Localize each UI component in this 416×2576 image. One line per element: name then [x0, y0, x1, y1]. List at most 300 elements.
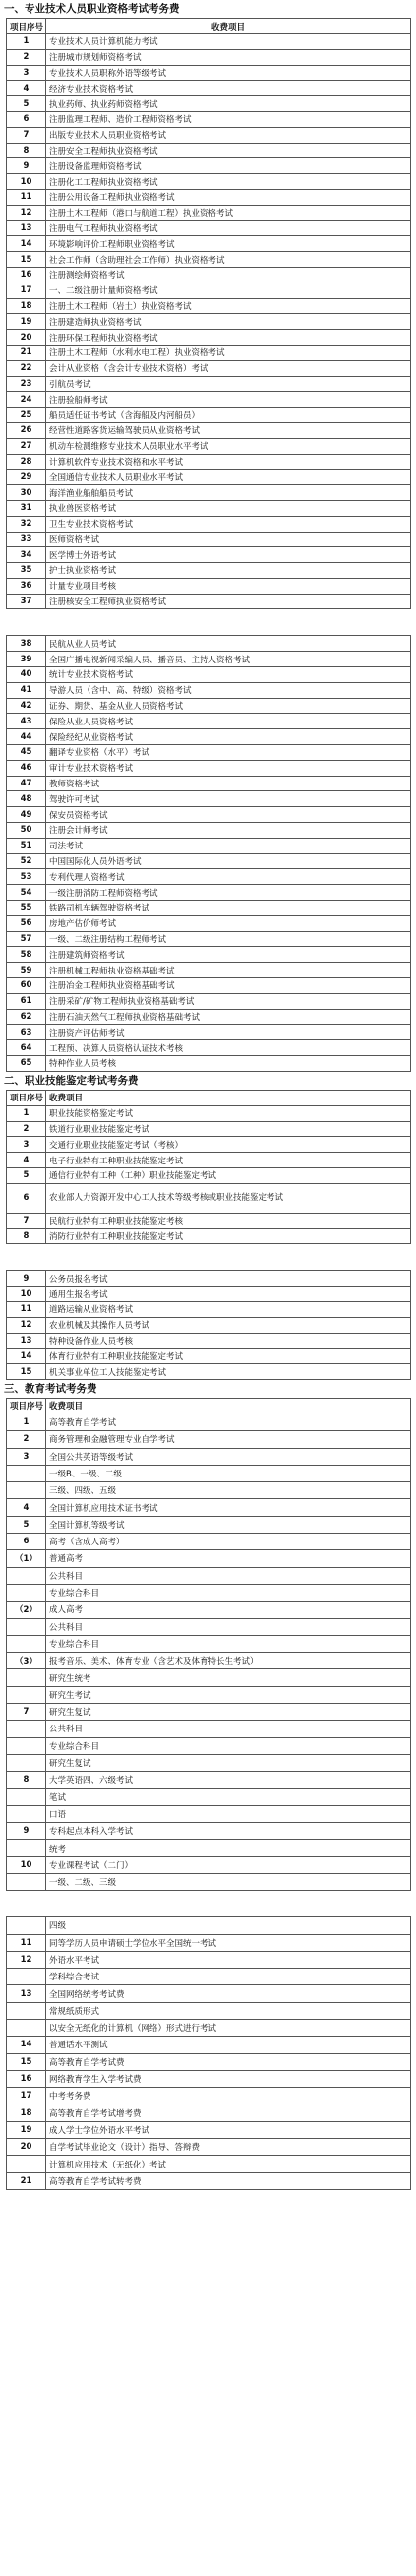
item-name: 民航从业人员考试 — [46, 636, 411, 652]
table-row — [7, 1183, 411, 1213]
item-name: 成人学士学位外语水平考试 — [46, 2121, 411, 2138]
section-title: 一、专业技术人员职业资格考试考务费 — [4, 3, 180, 15]
item-number: 35 — [7, 563, 46, 579]
table-row — [7, 1550, 411, 1567]
item-name: 专业课程考试（二门） — [46, 1856, 411, 1873]
item-number: 13 — [7, 1333, 46, 1349]
item-number: 61 — [7, 993, 46, 1009]
item-number: 5 — [7, 1167, 46, 1183]
table-row — [7, 1772, 411, 1789]
table-row — [7, 915, 411, 931]
item-number: 55 — [7, 901, 46, 916]
item-name: 注册机械工程师执业资格基础考试 — [46, 963, 411, 978]
table-row — [7, 408, 411, 423]
item-number — [7, 1567, 46, 1584]
item-name: 常规纸质形式 — [46, 2002, 411, 2019]
item-number: 4 — [7, 1499, 46, 1516]
item-name: 卫生专业技术资格考试 — [46, 516, 411, 532]
table-row — [7, 1271, 411, 1287]
item-name: 社会工作师（含助理社会工作师）执业资格考试 — [46, 252, 411, 268]
item-name: 教师资格考试 — [46, 776, 411, 791]
item-name: 环境影响评价工程师职业资格考试 — [46, 236, 411, 252]
item-number: 34 — [7, 547, 46, 563]
item-name: 注册建造师执业资格考试 — [46, 314, 411, 330]
item-number: 47 — [7, 776, 46, 791]
item-name: 工程预、决算人员资格认证技术考核 — [46, 1040, 411, 1056]
table-row — [7, 729, 411, 745]
table-row — [7, 1228, 411, 1244]
item-number: 12 — [7, 1317, 46, 1333]
item-number: 7 — [7, 1704, 46, 1721]
item-number: 30 — [7, 485, 46, 501]
table-row — [7, 174, 411, 190]
table-row — [7, 947, 411, 963]
item-name: 研究生考试 — [46, 1686, 411, 1703]
item-number: 22 — [7, 360, 46, 376]
item-name: 船员适任证书考试（含海船及内河船员） — [46, 408, 411, 423]
item-number: 56 — [7, 915, 46, 931]
item-number: 14 — [7, 1349, 46, 1364]
item-name: 证券、期货、基金从业人员资格考试 — [46, 698, 411, 714]
item-name: 全国计算机等级考试 — [46, 1516, 411, 1533]
item-number: 9 — [7, 1271, 46, 1287]
item-name: 体育行业特有工种职业技能鉴定考试 — [46, 1349, 411, 1364]
table-row — [7, 2172, 411, 2189]
item-number — [7, 1686, 46, 1703]
table-row — [7, 1985, 411, 2002]
item-name: 铁路司机车辆驾驶资格考试 — [46, 901, 411, 916]
fee-table — [6, 1090, 411, 1245]
table-row — [7, 1137, 411, 1153]
table-row — [7, 1213, 411, 1228]
item-number: 8 — [7, 1228, 46, 1244]
item-name: 研究生复试 — [46, 1754, 411, 1771]
table-row — [7, 1917, 411, 1934]
item-number: 63 — [7, 1025, 46, 1040]
item-number: 46 — [7, 760, 46, 776]
item-number: 62 — [7, 1009, 46, 1025]
item-number: 10 — [7, 1856, 46, 1873]
item-name: 经营性道路客货运输驾驶员从业资格考试 — [46, 422, 411, 438]
item-name: 成人高考 — [46, 1602, 411, 1618]
item-number: 12 — [7, 205, 46, 220]
item-name: 统计专业技术资格考试 — [46, 667, 411, 683]
fee-table — [6, 18, 411, 609]
table-row — [7, 1167, 411, 1183]
table-row — [7, 158, 411, 174]
item-number: 29 — [7, 470, 46, 485]
item-name: 商务管理和金融管理专业自学考试 — [46, 1431, 411, 1448]
item-name: 公共科目 — [46, 1618, 411, 1635]
item-name: 会计从业资格（含会计专业技术资格）考试 — [46, 360, 411, 376]
table-header-row — [7, 19, 411, 34]
item-name: 专业技术人员职称外语等级考试 — [46, 65, 411, 81]
table-row — [7, 1301, 411, 1317]
table-row — [7, 652, 411, 667]
item-name: 翻译专业资格（水平）考试 — [46, 745, 411, 761]
item-name: 引航员考试 — [46, 376, 411, 392]
item-number: 58 — [7, 947, 46, 963]
table-row — [7, 807, 411, 823]
group-spacer — [0, 609, 416, 635]
item-name: 护士执业资格考试 — [46, 563, 411, 579]
item-name: 专业综合科目 — [46, 1635, 411, 1652]
item-number: （1） — [7, 1550, 46, 1567]
table-row — [7, 1414, 411, 1430]
table-row — [7, 438, 411, 454]
item-number: 38 — [7, 636, 46, 652]
table-row — [7, 1287, 411, 1302]
table-row — [7, 205, 411, 220]
item-number — [7, 1805, 46, 1822]
item-name: 外语水平考试 — [46, 1951, 411, 1968]
item-number — [7, 2002, 46, 2019]
table-row — [7, 776, 411, 791]
item-name: 执业兽医资格考试 — [46, 500, 411, 516]
item-name: 专利代理人资格考试 — [46, 869, 411, 885]
item-number: 23 — [7, 376, 46, 392]
item-number: 6 — [7, 1183, 46, 1213]
table-row — [7, 1121, 411, 1137]
item-number: 17 — [7, 283, 46, 298]
table-row — [7, 682, 411, 698]
item-name: 计量专业项目考核 — [46, 578, 411, 594]
item-name: 高等教育自学考试 — [46, 1414, 411, 1430]
item-name: 高考（含成人高考） — [46, 1534, 411, 1550]
table-row — [7, 2121, 411, 2138]
table-row — [7, 96, 411, 112]
table-row — [7, 760, 411, 776]
table-row — [7, 1856, 411, 1873]
item-name: 研究生统考 — [46, 1669, 411, 1686]
item-name: 机关事业单位工人技能鉴定考试 — [46, 1364, 411, 1380]
table-row — [7, 1040, 411, 1056]
item-number: 2 — [7, 49, 46, 65]
item-name: 保安员资格考试 — [46, 807, 411, 823]
table-row — [7, 901, 411, 916]
item-number: 37 — [7, 594, 46, 609]
item-number: 13 — [7, 220, 46, 236]
header-name: 收费项目 — [46, 1398, 411, 1414]
item-number: 8 — [7, 143, 46, 158]
item-number — [7, 1840, 46, 1856]
table-row — [7, 1618, 411, 1635]
item-number: 2 — [7, 1121, 46, 1137]
table-row — [7, 1686, 411, 1703]
table-row — [7, 65, 411, 81]
header-index: 项目序号 — [7, 1398, 46, 1414]
item-number — [7, 1789, 46, 1805]
item-name: 注册环保工程师执业资格考试 — [46, 330, 411, 346]
item-name: 特种作业人员考核 — [46, 1056, 411, 1072]
item-name: 注册测绘师资格考试 — [46, 267, 411, 283]
item-name: 注册公用设备工程师执业资格考试 — [46, 189, 411, 205]
item-name: 公共科目 — [46, 1567, 411, 1584]
item-number — [7, 1754, 46, 1771]
item-name: 笔试 — [46, 1789, 411, 1805]
item-number: 40 — [7, 667, 46, 683]
item-name: 房地产估价师考试 — [46, 915, 411, 931]
item-name: 通用生报名考试 — [46, 1287, 411, 1302]
table-row — [7, 1516, 411, 1533]
item-number: 3 — [7, 65, 46, 81]
item-number: 9 — [7, 1823, 46, 1840]
item-number — [7, 1465, 46, 1481]
item-name: 消防行业特有工种职业技能鉴定考试 — [46, 1228, 411, 1244]
table-row — [7, 143, 411, 158]
table-row — [7, 1653, 411, 1669]
item-name: 计算机软件专业技术资格和水平考试 — [46, 454, 411, 470]
table-row — [7, 220, 411, 236]
fee-table — [6, 635, 411, 1071]
table-row — [7, 636, 411, 652]
item-number: 44 — [7, 729, 46, 745]
item-number: 60 — [7, 978, 46, 994]
table-row — [7, 1534, 411, 1550]
item-name: 通信行业特有工种（工种）职业技能鉴定考试 — [46, 1167, 411, 1183]
table-row — [7, 34, 411, 50]
table-row — [7, 1333, 411, 1349]
item-number: 36 — [7, 578, 46, 594]
item-name: 民航行业特有工种职业技能鉴定考核 — [46, 1213, 411, 1228]
item-name: 注册资产评估师考试 — [46, 1025, 411, 1040]
table-row — [7, 1823, 411, 1840]
item-number: 24 — [7, 392, 46, 408]
item-number — [7, 2156, 46, 2172]
item-name: 四级 — [46, 1917, 411, 1934]
table-row — [7, 1602, 411, 1618]
table-row — [7, 1969, 411, 1985]
item-name: 一、二级注册计量师资格考试 — [46, 283, 411, 298]
item-number: 12 — [7, 1951, 46, 1968]
table-row — [7, 392, 411, 408]
item-number: 50 — [7, 823, 46, 839]
item-name: 审计专业技术资格考试 — [46, 760, 411, 776]
item-number — [7, 1721, 46, 1737]
table-row — [7, 422, 411, 438]
item-number: 15 — [7, 1364, 46, 1380]
item-number — [7, 1969, 46, 1985]
table-row — [7, 869, 411, 885]
item-name: 出版专业技术人员职业资格考试 — [46, 127, 411, 143]
item-name: 一级B、一级、二级 — [46, 1465, 411, 1481]
group-spacer — [0, 1891, 416, 1916]
header-name: 收费项目 — [46, 19, 411, 34]
item-number: 19 — [7, 314, 46, 330]
item-number: 11 — [7, 189, 46, 205]
item-name: 三级、四级、五级 — [46, 1482, 411, 1499]
item-number: 10 — [7, 174, 46, 190]
item-number: 42 — [7, 698, 46, 714]
item-number: 28 — [7, 454, 46, 470]
table-row — [7, 1635, 411, 1652]
table-row — [7, 252, 411, 268]
table-row — [7, 1317, 411, 1333]
table-row — [7, 298, 411, 314]
item-name: 注册化工工程师执业资格考试 — [46, 174, 411, 190]
item-name: 全国广播电视新闻采编人员、播音员、主持人资格考试 — [46, 652, 411, 667]
item-number — [7, 1669, 46, 1686]
item-number: 6 — [7, 1534, 46, 1550]
table-row — [7, 714, 411, 729]
item-number: 32 — [7, 516, 46, 532]
item-number: 20 — [7, 2139, 46, 2156]
item-number: 14 — [7, 236, 46, 252]
item-name: 道路运输从业资格考试 — [46, 1301, 411, 1317]
item-name: 注册建筑师资格考试 — [46, 947, 411, 963]
section-title: 二、职业技能鉴定考试考务费 — [4, 1074, 139, 1087]
table-row — [7, 578, 411, 594]
table-row — [7, 330, 411, 346]
table-row — [7, 1805, 411, 1822]
table-row — [7, 1349, 411, 1364]
item-name: 专业综合科目 — [46, 1584, 411, 1601]
table-row — [7, 127, 411, 143]
table-row — [7, 267, 411, 283]
table-row — [7, 1669, 411, 1686]
table-row — [7, 1737, 411, 1754]
fee-table — [6, 1270, 411, 1380]
table-row — [7, 2053, 411, 2070]
item-name: 特种设备作业人员考核 — [46, 1333, 411, 1349]
table-row — [7, 1789, 411, 1805]
item-name: 交通行业职业技能鉴定考试（考核） — [46, 1137, 411, 1153]
item-name: 高等教育自学考试增考费 — [46, 2105, 411, 2121]
item-number: 11 — [7, 1301, 46, 1317]
item-number: 16 — [7, 267, 46, 283]
item-name: 一级、二级注册结构工程师考试 — [46, 931, 411, 947]
table-row — [7, 1567, 411, 1584]
table-row — [7, 2037, 411, 2053]
item-name: 保险经纪从业资格考试 — [46, 729, 411, 745]
item-name: 同等学历人员申请硕士学位水平全国统一考试 — [46, 1934, 411, 1951]
item-name: 导游人员（含中、高、特级）资格考试 — [46, 682, 411, 698]
item-number: 20 — [7, 330, 46, 346]
table-row — [7, 1721, 411, 1737]
item-name: 口语 — [46, 1805, 411, 1822]
item-name: 以安全无纸化的计算机（网络）形式进行考试 — [46, 2020, 411, 2037]
item-name: 专业综合科目 — [46, 1737, 411, 1754]
item-number — [7, 1482, 46, 1499]
table-row — [7, 745, 411, 761]
item-name: 注册验船师考试 — [46, 392, 411, 408]
item-number: 11 — [7, 1934, 46, 1951]
item-name: 电子行业特有工种职业技能鉴定考试 — [46, 1153, 411, 1168]
item-name: 海洋渔业船舶船员考试 — [46, 485, 411, 501]
item-number: 54 — [7, 885, 46, 901]
item-number: 18 — [7, 298, 46, 314]
item-number — [7, 1584, 46, 1601]
item-name: 职业技能资格鉴定考试 — [46, 1105, 411, 1121]
item-name: 司法考试 — [46, 838, 411, 853]
item-name: 注册设备监理师资格考试 — [46, 158, 411, 174]
item-number: 21 — [7, 345, 46, 360]
item-number — [7, 1873, 46, 1890]
table-row — [7, 1951, 411, 1968]
table-row — [7, 931, 411, 947]
table-row — [7, 454, 411, 470]
table-row — [7, 1025, 411, 1040]
table-row — [7, 500, 411, 516]
item-number: 16 — [7, 2070, 46, 2087]
item-number: 41 — [7, 682, 46, 698]
item-number: 17 — [7, 2088, 46, 2105]
item-number: 9 — [7, 158, 46, 174]
item-number: 48 — [7, 791, 46, 807]
item-number: 6 — [7, 111, 46, 127]
item-number: 49 — [7, 807, 46, 823]
item-name: 注册采矿/矿物工程师执业资格基础考试 — [46, 993, 411, 1009]
table-row — [7, 993, 411, 1009]
table-header-row — [7, 1398, 411, 1414]
table-row — [7, 791, 411, 807]
item-name: 普通话水平测试 — [46, 2037, 411, 2053]
item-name: 网络教育学生入学考试费 — [46, 2070, 411, 2087]
table-row — [7, 314, 411, 330]
table-row — [7, 1153, 411, 1168]
item-name: 铁道行业职业技能鉴定考试 — [46, 1121, 411, 1137]
table-row — [7, 2156, 411, 2172]
item-number: 57 — [7, 931, 46, 947]
item-number: 19 — [7, 2121, 46, 2138]
table-row — [7, 1499, 411, 1516]
item-name: 注册石油天然气工程师执业资格基础考试 — [46, 1009, 411, 1025]
item-name: 统考 — [46, 1840, 411, 1856]
item-number: 25 — [7, 408, 46, 423]
item-number: 51 — [7, 838, 46, 853]
table-row — [7, 81, 411, 96]
table-row — [7, 516, 411, 532]
item-name: 执业药师、执业药师资格考试 — [46, 96, 411, 112]
table-row — [7, 1364, 411, 1380]
item-name: 公务员报名考试 — [46, 1271, 411, 1287]
item-number: 14 — [7, 2037, 46, 2053]
item-name: 注册土木工程师（岩土）执业资格考试 — [46, 298, 411, 314]
item-name: 专科起点本科入学考试 — [46, 1823, 411, 1840]
table-row — [7, 1704, 411, 1721]
item-name: 全国网络统考考试费 — [46, 1985, 411, 2002]
item-name: 注册城市规划师资格考试 — [46, 49, 411, 65]
header-index: 项目序号 — [7, 19, 46, 34]
item-name: 中考考务费 — [46, 2088, 411, 2105]
item-number: 7 — [7, 127, 46, 143]
item-number: 1 — [7, 34, 46, 50]
table-row — [7, 547, 411, 563]
table-row — [7, 1448, 411, 1465]
item-number: 13 — [7, 1985, 46, 2002]
table-row — [7, 345, 411, 360]
table-row — [7, 698, 411, 714]
item-name: 保险从业人员资格考试 — [46, 714, 411, 729]
item-number: 7 — [7, 1213, 46, 1228]
item-number: 5 — [7, 1516, 46, 1533]
item-number — [7, 1635, 46, 1652]
table-row — [7, 485, 411, 501]
table-row — [7, 532, 411, 547]
table-row — [7, 838, 411, 853]
item-number: 53 — [7, 869, 46, 885]
item-name: 农业机械及其操作人员考试 — [46, 1317, 411, 1333]
fee-table — [6, 1398, 411, 1891]
item-name: 医学博士外语考试 — [46, 547, 411, 563]
item-name: 全国公共英语等级考试 — [46, 1448, 411, 1465]
item-name: 注册会计师考试 — [46, 823, 411, 839]
item-number: 64 — [7, 1040, 46, 1056]
table-row — [7, 1009, 411, 1025]
item-name: 大学英语四、六级考试 — [46, 1772, 411, 1789]
item-number: 5 — [7, 96, 46, 112]
item-number: 52 — [7, 853, 46, 869]
